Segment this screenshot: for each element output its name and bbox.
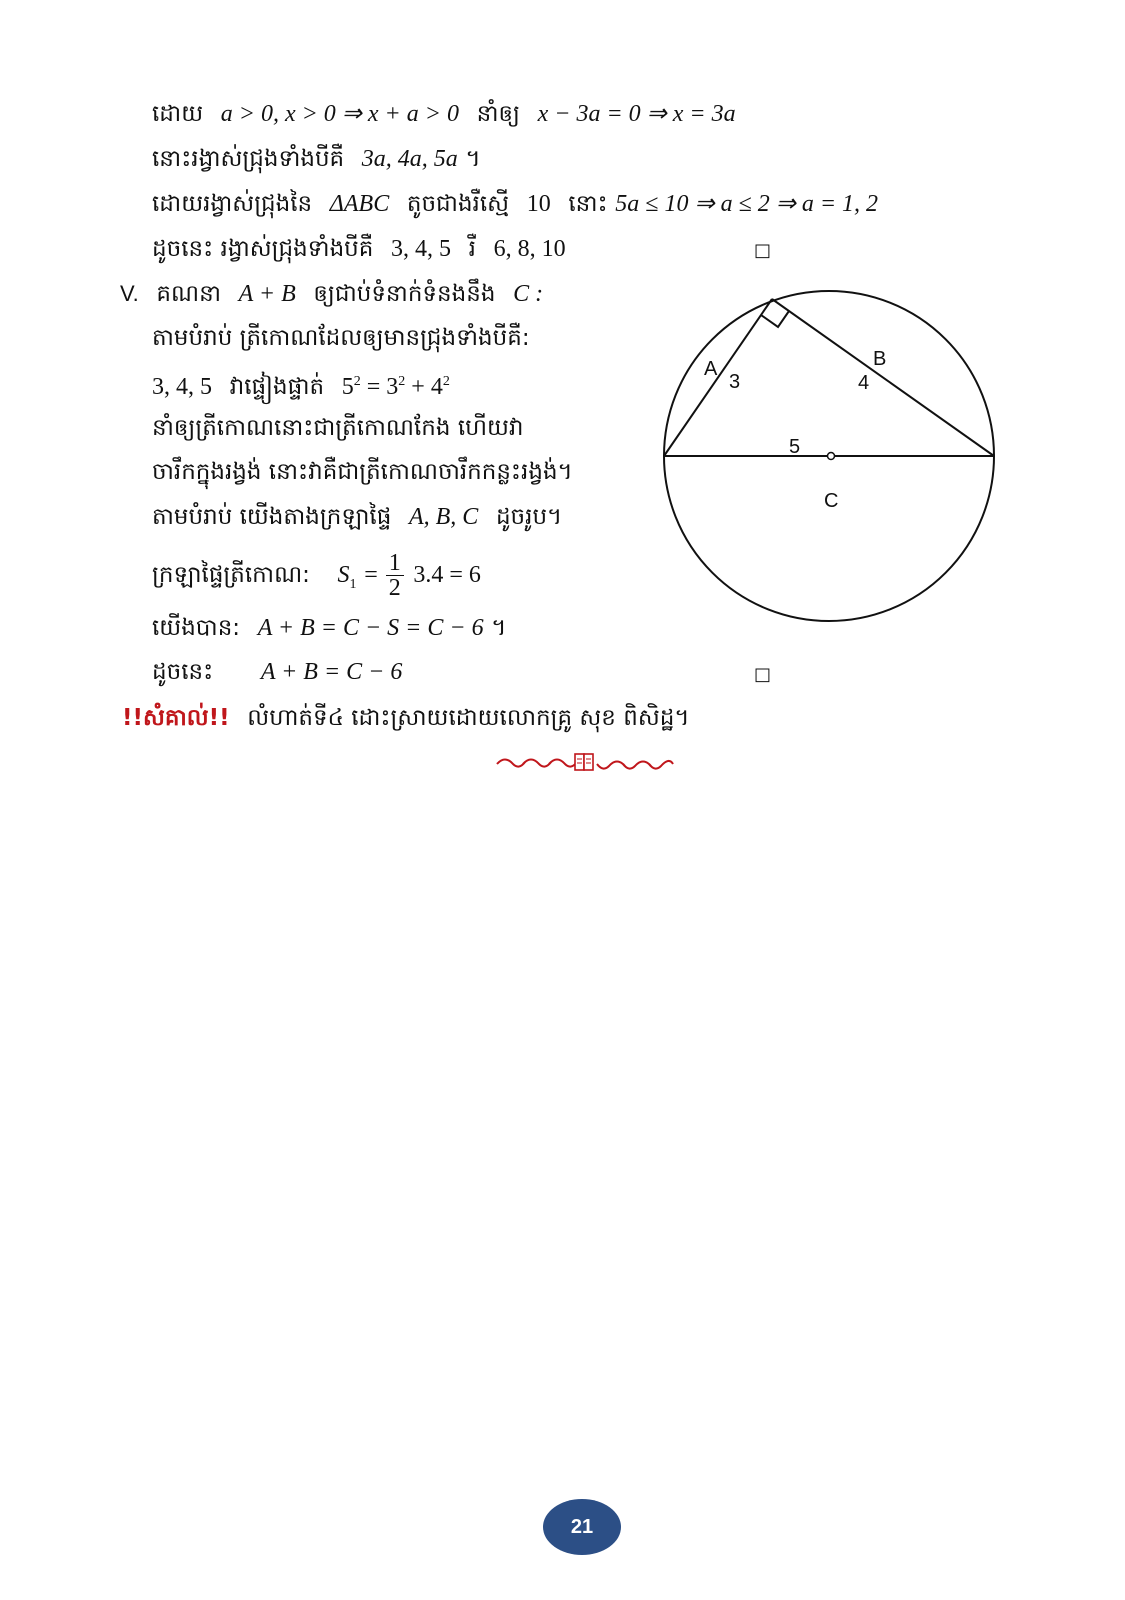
note-line bbox=[122, 702, 689, 733]
side-3-line bbox=[664, 299, 772, 456]
math: 3a, 4a, 5a bbox=[361, 146, 458, 172]
label-C: C bbox=[824, 490, 839, 512]
line-11 bbox=[152, 544, 481, 604]
text: នាំឲ្យត្រីកោណនោះជាត្រីកោណកែង ហើយវា bbox=[152, 415, 524, 441]
line-9 bbox=[152, 456, 573, 487]
eq-exponent: 2 bbox=[353, 374, 361, 389]
ornament-divider bbox=[495, 752, 675, 774]
eq-exponent: 2 bbox=[442, 374, 450, 389]
circle-triangle-figure bbox=[655, 285, 1005, 630]
text: ដូចនេះ រង្វាស់ជ្រុងទាំងបីគឺ bbox=[152, 236, 374, 262]
center-point bbox=[828, 453, 835, 460]
text: តាមបំរាប់ យើងតាងក្រឡាផ្ទៃ bbox=[152, 504, 392, 530]
math-s: S bbox=[337, 562, 350, 588]
math: C : bbox=[513, 281, 544, 307]
eq-term: = 3 bbox=[360, 374, 399, 400]
text: តាមបំរាប់ ត្រីកោណដែលឲ្យមានជ្រុងទាំងបីគឺ: bbox=[152, 325, 530, 351]
swirl-icon bbox=[649, 761, 673, 769]
side-4-line bbox=[772, 299, 994, 456]
text: ចារឹកក្នុងរង្វង់ នោះវាគឺជាត្រីកោណចារឹកកន្លះរង្វង់។ bbox=[152, 459, 573, 485]
math: ΔABC bbox=[329, 191, 390, 217]
text: ដោយ bbox=[152, 101, 204, 127]
line-13 bbox=[152, 656, 402, 687]
swirl-icon bbox=[549, 760, 577, 767]
math: A + B = C − 6 bbox=[260, 659, 403, 685]
swirl-icon bbox=[523, 760, 551, 767]
text: គណនា bbox=[156, 281, 221, 307]
text: នោះរង្វាស់ជ្រុងទាំងបីគឺ bbox=[152, 146, 345, 172]
math: x − 3a = 0 ⇒ x = 3a bbox=[537, 101, 736, 127]
swirl-icon bbox=[597, 762, 625, 769]
text: នោះ bbox=[568, 191, 608, 217]
fraction bbox=[386, 551, 404, 600]
label-side-5: 5 bbox=[789, 436, 801, 458]
equals: = bbox=[364, 562, 384, 588]
text: ក្រឡាផ្ទៃត្រីកោណ: bbox=[152, 562, 310, 588]
text: ។ bbox=[465, 146, 481, 172]
eq-exponent: 2 bbox=[398, 374, 406, 389]
text: រឺ bbox=[468, 236, 476, 262]
swirl-icon bbox=[623, 762, 651, 769]
line-2 bbox=[152, 143, 481, 174]
line-6 bbox=[152, 322, 530, 353]
math: A, B, C bbox=[408, 504, 479, 530]
note-label: !!សំគាល់!! bbox=[122, 705, 230, 731]
text: ។ bbox=[491, 615, 507, 641]
note-text: លំហាត់ទី៤ ដោះស្រាយដោយលោកគ្រូ សុខ ពិសិដ្ឋ។ bbox=[247, 705, 690, 731]
fraction-numerator: 1 bbox=[386, 551, 404, 576]
fraction-denominator: 2 bbox=[388, 575, 401, 601]
number: 3, 4, 5 bbox=[152, 374, 212, 400]
label-side-4: 4 bbox=[858, 372, 870, 394]
eq-term: + 4 bbox=[405, 374, 443, 400]
math: a > 0, x > 0 ⇒ x + a > 0 bbox=[220, 101, 459, 127]
text: យើងបាន: bbox=[152, 615, 241, 641]
line-8 bbox=[152, 412, 524, 443]
qed-square: □ bbox=[754, 240, 772, 261]
math: A + B = C − S = C − 6 bbox=[257, 615, 484, 641]
line-7 bbox=[152, 367, 450, 402]
math: 3.4 = 6 bbox=[413, 562, 481, 588]
section-heading bbox=[120, 278, 543, 309]
qed-square: □ bbox=[754, 664, 772, 685]
label-side-3: 3 bbox=[729, 371, 741, 393]
text: តូចជាងរឺស្មើ bbox=[406, 191, 510, 217]
right-angle-marker bbox=[761, 311, 789, 327]
subscript: 1 bbox=[349, 576, 357, 592]
number: 10 bbox=[526, 191, 551, 217]
math: A + B bbox=[238, 281, 296, 307]
label-B: B bbox=[873, 348, 887, 370]
swirl-icon bbox=[497, 760, 525, 767]
page-number: 21 bbox=[570, 1515, 594, 1538]
line-10 bbox=[152, 501, 562, 532]
book-icon bbox=[575, 754, 593, 770]
number: 3, 4, 5 bbox=[391, 236, 452, 262]
line-4 bbox=[152, 233, 566, 264]
text: ដោយរង្វាស់ជ្រុងនៃ bbox=[152, 191, 313, 217]
line-1 bbox=[152, 98, 736, 129]
label-A: A bbox=[704, 358, 718, 380]
eq-term: 5 bbox=[341, 374, 354, 400]
page-number-badge bbox=[543, 1499, 621, 1555]
text: វាផ្ទៀងផ្ទាត់ bbox=[229, 374, 325, 400]
line-12 bbox=[152, 612, 506, 643]
roman-numeral: V. bbox=[120, 281, 139, 306]
text: ដូចនេះ bbox=[152, 659, 214, 685]
text: នាំឲ្យ bbox=[476, 101, 520, 127]
number: 6, 8, 10 bbox=[493, 236, 566, 262]
text: ដូចរូប។ bbox=[495, 504, 563, 530]
line-3 bbox=[152, 188, 878, 219]
math: 5a ≤ 10 ⇒ a ≤ 2 ⇒ a = 1, 2 bbox=[615, 191, 879, 217]
pythagorean-equation bbox=[342, 374, 450, 400]
text: ឲ្យជាប់ទំនាក់ទំនងនឹង bbox=[313, 281, 496, 307]
